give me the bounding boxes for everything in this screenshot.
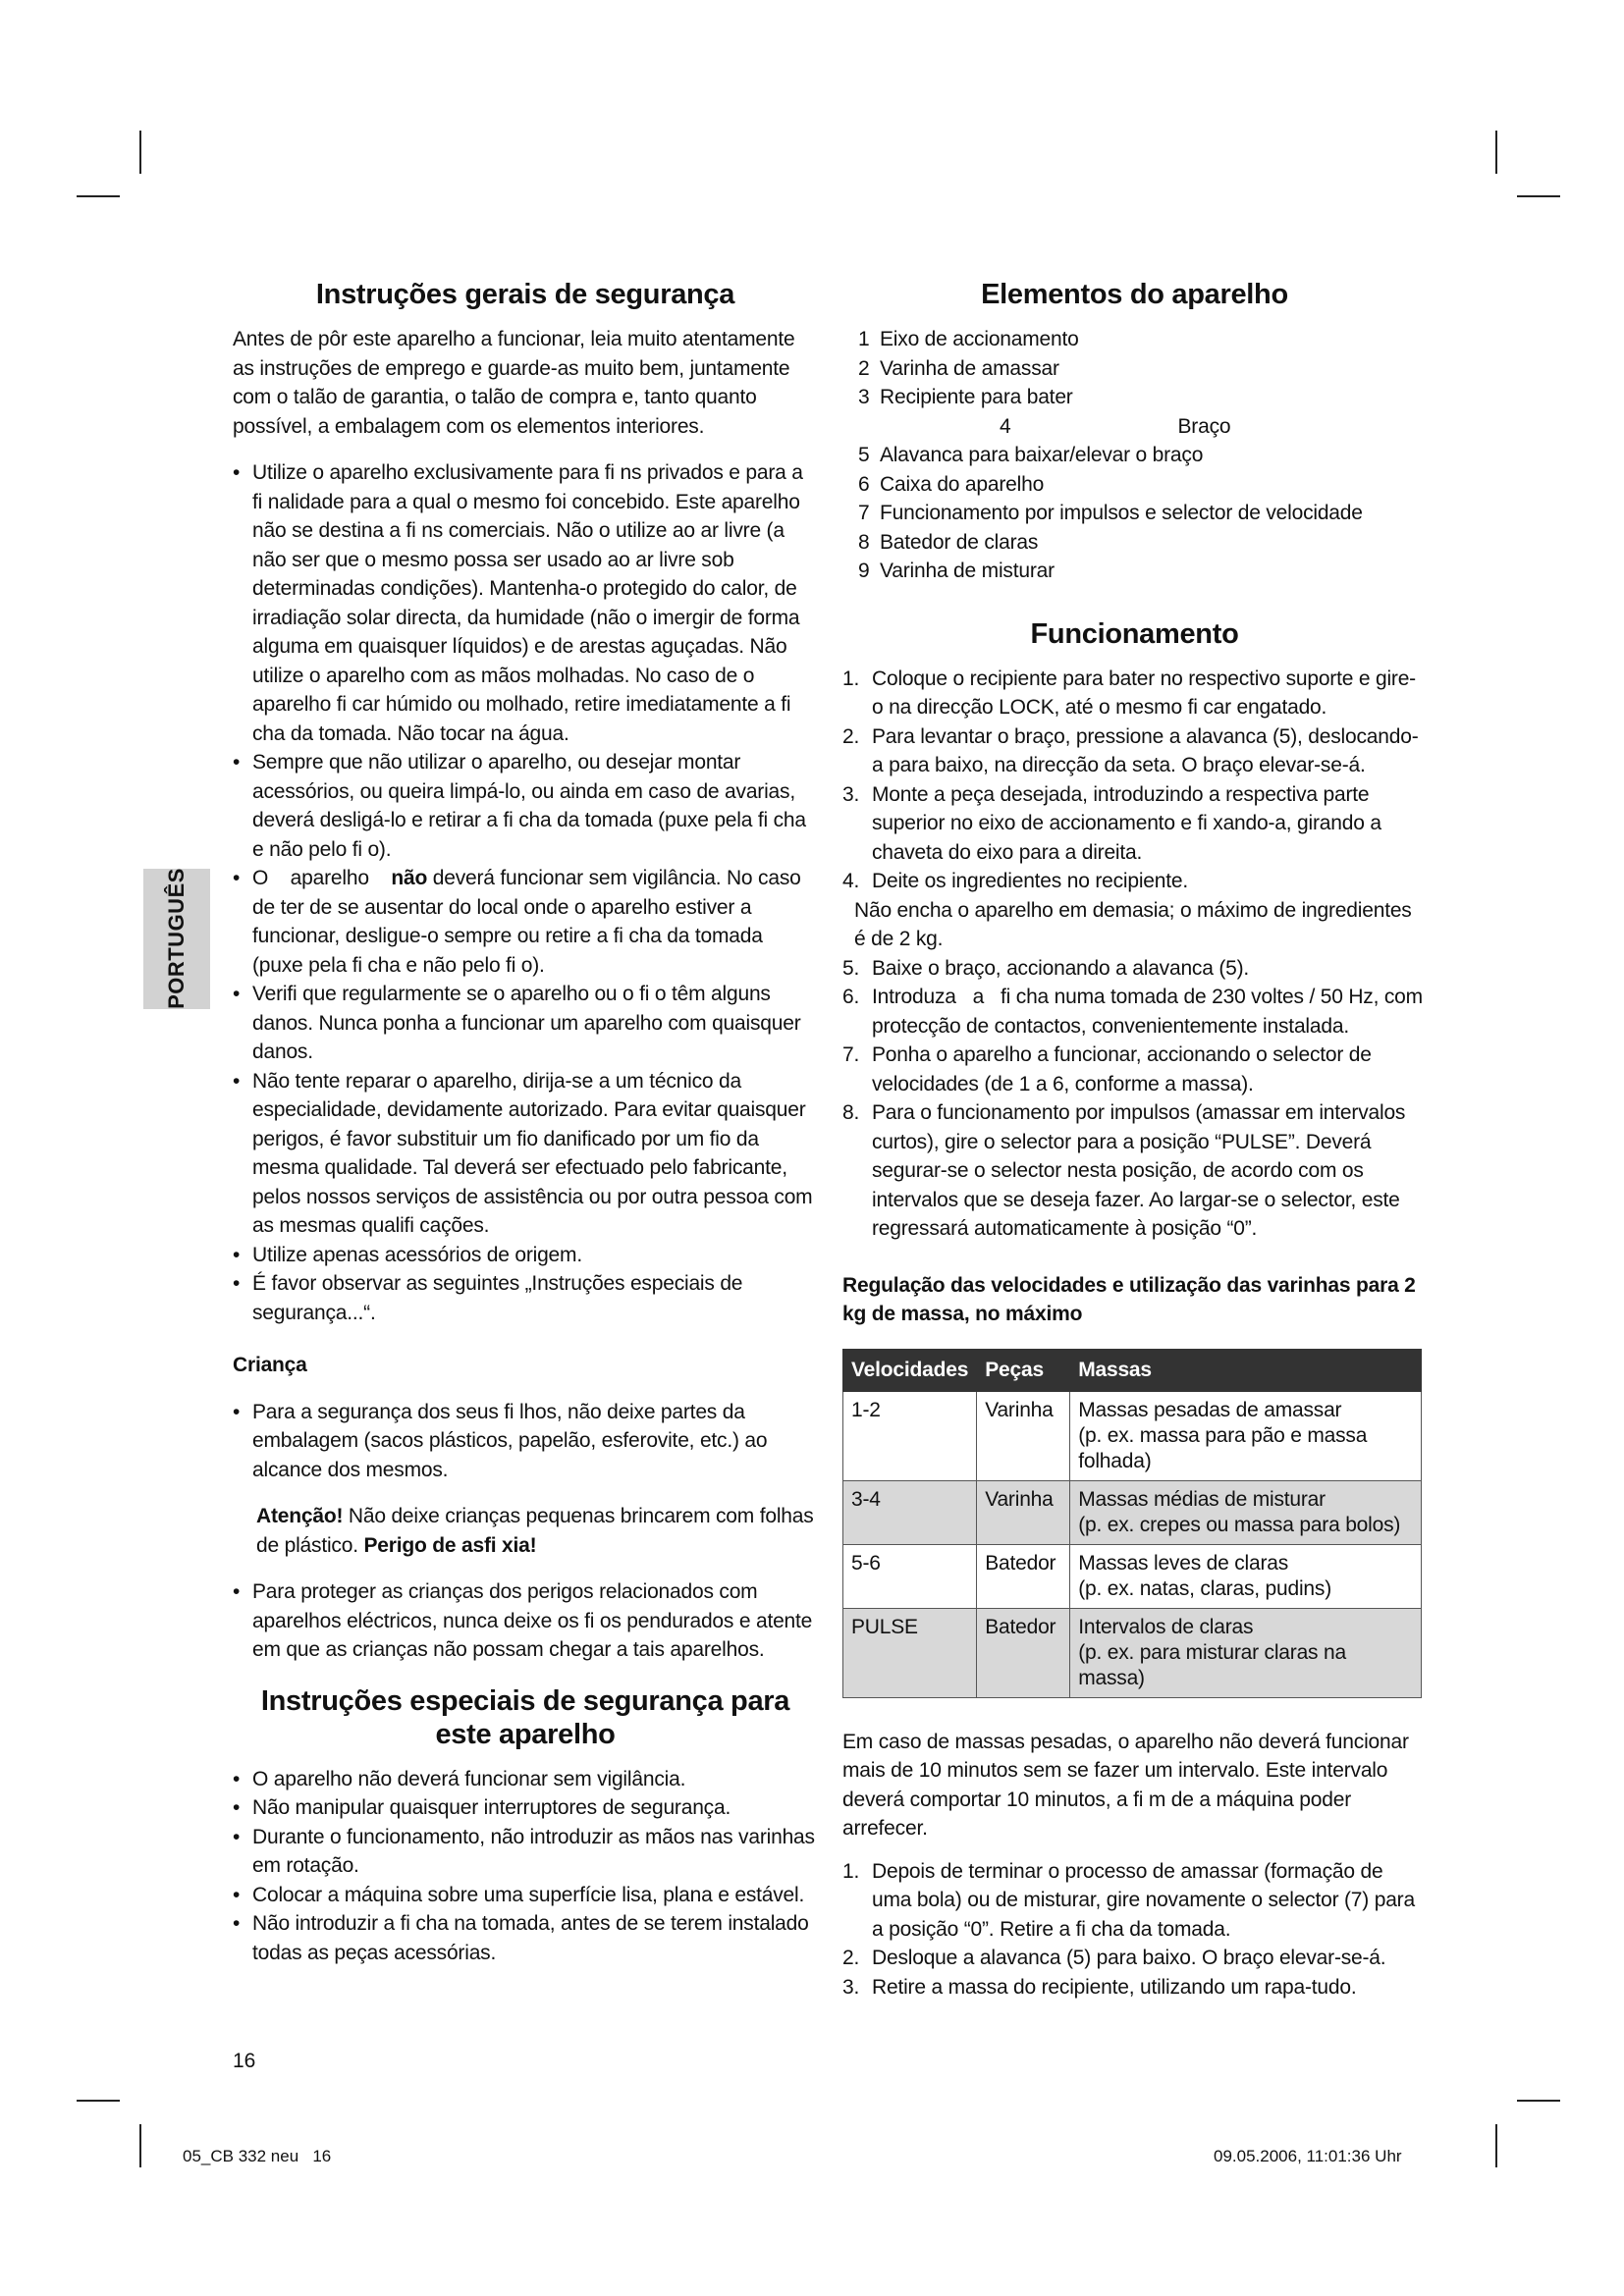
item-number: 3 (858, 386, 870, 408)
step-text: Para o funcionamento por impulsos (amassar em intervalos curtos), gire o selector para a posição “PULSE”. Deverá segurar-se o selector nesta posição, de acordo com os intervalos que se deseja fazer. Ao largar-se o selector, este regressará automaticamente à posição “0”. (872, 1101, 1406, 1240)
cell-line: (p. ex. massa para pão e massa folhada) (1078, 1423, 1368, 1472)
list-item-emphasis: não (391, 867, 428, 889)
list-item: • Sempre que não utilizar o aparelho, ou desejar montar acessórios, ou queira limpá-lo, ou ainda em caso de avarias, deverá desligá-lo e retirar a fi cha da tomada (puxe pela fi cha e não pelo fi o). (233, 748, 818, 864)
list-item: • Verifi que regularmente se o aparelho ou o fi o têm alguns danos. Nunca ponha a funcionar um aparelho com quaisquer danos. (233, 980, 818, 1067)
crop-mark (77, 195, 120, 197)
list-item-text: O aparelho (252, 867, 392, 889)
list-item (858, 441, 1427, 470)
table-cell (1070, 1544, 1422, 1608)
right-column (842, 278, 1427, 2002)
general-safety-title: Instruções gerais de segurança (315, 279, 735, 310)
step-text: Desloque a alavanca (5) para baixo. O braço elevar-se-á. (872, 1947, 1386, 1969)
step-number: 1. (842, 667, 860, 690)
table-row (843, 1608, 1422, 1697)
final-steps (842, 1857, 1427, 2002)
item-text: Braço (1177, 414, 1231, 438)
list-item: • Durante o funcionamento, não introduzir as mãos nas varinhas em rotação. (233, 1823, 818, 1881)
list-item (842, 1098, 1427, 1244)
step-number: 7. (842, 1043, 860, 1066)
list-item: • Para proteger as crianças dos perigos relacionados com aparelhos eléctricos, nunca deixe os fi os pendurados e atente em que as crianças não possam chegar a tais aparelhos. (233, 1577, 818, 1665)
table-row (843, 1391, 1422, 1480)
step-number: 8. (842, 1101, 860, 1124)
list-item (858, 557, 1427, 586)
cell-line: Massas médias de misturar (1078, 1487, 1326, 1511)
safety-list (233, 458, 818, 1327)
table-cell: 3-4 (843, 1480, 977, 1544)
list-item (842, 665, 1427, 722)
step-text: Coloque o recipiente para bater no respectivo suporte e gire-o na direcção LOCK, até o mesmo fi car engatado. (872, 667, 1416, 719)
step-number: 1. (842, 1859, 860, 1883)
elements-title: Elementos do aparelho (981, 279, 1288, 310)
cell-line: (p. ex. natas, claras, pudins) (1078, 1576, 1331, 1600)
column-header: Peças (977, 1349, 1070, 1391)
table-row (843, 1480, 1422, 1544)
item-text: Batedor de claras (880, 530, 1039, 554)
crop-mark (139, 131, 141, 174)
attention-text: Não deixe crianças pequenas brincarem com folhas de plástico. (256, 1505, 814, 1557)
item-number: 4 (1000, 414, 1011, 438)
child-list-2 (233, 1577, 818, 1665)
item-number: 2 (858, 356, 870, 380)
table-row (843, 1544, 1422, 1608)
list-item (842, 1973, 1427, 2002)
list-item (842, 983, 1427, 1041)
list-item (842, 1041, 1427, 1098)
operation-steps-2 (842, 954, 1427, 1244)
child-list (233, 1398, 818, 1485)
item-text: Funcionamento por impulsos e selector de velocidade (880, 502, 1363, 524)
print-footer-right: 09.05.2006, 11:01:36 Uhr (1214, 2147, 1402, 2165)
step-number: 2. (842, 724, 860, 748)
intro-paragraph: Antes de pôr este aparelho a funcionar, leia muito atentamente as instruções de emprego e guarde-as muito bem, juntamente com o talão de garantia, o talão de compra e, tanto quanto possível, a embalagem com os elementos interiores. (233, 328, 795, 438)
step-note: Não encha o aparelho em demasia; o máximo de ingredientes é de 2 kg. (854, 898, 1412, 950)
item-text: Eixo de accionamento (880, 328, 1079, 350)
elements-list (842, 325, 1427, 586)
item-text: Recipiente para bater (880, 386, 1073, 408)
cell-line: (p. ex. para misturar claras na massa) (1078, 1640, 1346, 1689)
step-text: Para levantar o braço, pressione a alavanca (5), deslocando-a para baixo, na direcção da seta. O braço elevar-se-á. (872, 724, 1419, 776)
item-text: Varinha de amassar (880, 356, 1059, 380)
crop-mark (139, 2124, 141, 2167)
table-cell (1070, 1608, 1422, 1697)
left-column (233, 278, 818, 1967)
step-text: Depois de terminar o processo de amassar (formação de uma bola) ou de misturar, gire novamente o selector (7) para a posição “0”. Retire a fi cha da tomada. (872, 1859, 1415, 1941)
operation-title: Funcionamento (1030, 617, 1239, 650)
table-cell: 5-6 (843, 1544, 977, 1608)
crop-mark (1517, 2100, 1560, 2102)
after-table-paragraph: Em caso de massas pesadas, o aparelho não deverá funcionar mais de 10 minutos sem se fazer um intervalo. Este intervalo deverá comportar 10 minutos, a fi m de a máquina poder arrefecer. (842, 1730, 1409, 1840)
item-number: 9 (858, 560, 870, 582)
step-number: 4. (842, 870, 860, 892)
speed-table-heading: Regulação das velocidades e utilização das varinhas para 2 kg de massa, no máximo (842, 1273, 1416, 1325)
special-safety-title: Instruções especiais de segurança para este aparelho (260, 1684, 790, 1750)
table-cell (1070, 1480, 1422, 1544)
step-text: Monte a peça desejada, introduzindo a respectiva parte superior no eixo de accionamento e fi xando-a, girando a chaveta do eixo para a direita. (872, 782, 1381, 864)
cell-line: Massas pesadas de amassar (1078, 1398, 1342, 1421)
list-item (858, 325, 1427, 354)
table-cell (1070, 1391, 1422, 1480)
print-footer-left: 05_CB 332 neu 16 (183, 2147, 332, 2165)
list-item: • Para a segurança dos seus fi lhos, não deixe partes da embalagem (sacos plásticos, papelão, esferovite, etc.) ao alcance dos mesmos. (233, 1398, 818, 1485)
list-item (858, 528, 1427, 558)
step-text: Deite os ingredientes no recipiente. (872, 870, 1189, 892)
crop-mark (1495, 2124, 1497, 2167)
crop-mark (77, 2100, 120, 2102)
list-item (858, 412, 1427, 442)
table-cell: Varinha (977, 1480, 1070, 1544)
list-item (858, 470, 1427, 500)
step-text: Retire a massa do recipiente, utilizando um rapa-tudo. (872, 1975, 1357, 1999)
attention-label: Atenção! (256, 1505, 344, 1527)
item-text: Alavanca para baixar/elevar o braço (880, 444, 1204, 466)
page-number: 16 (233, 2050, 256, 2072)
table-cell: Batedor (977, 1608, 1070, 1697)
operation-steps (842, 665, 1427, 896)
list-item (858, 499, 1427, 528)
list-item: • Não manipular quaisquer interruptores de segurança. (233, 1793, 818, 1823)
list-item (842, 1857, 1427, 1945)
list-item-text: deverá funcionar sem vigilância. No caso de ter de se ausentar do local onde o aparelho estiver a funcionar, desligue-o sempre ou retire a fi cha da tomada (puxe pela fi cha e não pelo fi o). (252, 867, 801, 977)
item-number: 5 (858, 444, 870, 466)
cell-line: Massas leves de claras (1078, 1551, 1289, 1575)
language-tab-label: PORTUGUÊS (164, 868, 189, 1009)
item-number: 6 (858, 472, 870, 496)
step-number: 5. (842, 956, 860, 980)
list-item: • Utilize apenas acessórios de origem. (233, 1241, 818, 1270)
cell-line: Intervalos de claras (1078, 1615, 1254, 1638)
item-number: 1 (858, 328, 870, 350)
list-item: • É favor observar as seguintes „Instruções especiais de segurança...“. (233, 1269, 818, 1327)
table-cell: Varinha (977, 1391, 1070, 1480)
attention-danger: Perigo de asfi xia! (363, 1533, 537, 1557)
table-cell: Batedor (977, 1544, 1070, 1608)
list-item (842, 867, 1427, 896)
item-number: 8 (858, 530, 870, 554)
attention-note (256, 1502, 818, 1560)
item-number: 7 (858, 502, 870, 524)
list-item (842, 722, 1427, 780)
table-cell: 1-2 (843, 1391, 977, 1480)
language-tab (143, 869, 210, 1009)
list-item (842, 954, 1427, 984)
cell-line: (p. ex. crepes ou massa para bolos) (1078, 1513, 1401, 1536)
step-text: Baixe o braço, accionando a alavanca (5). (872, 956, 1250, 980)
column-header: Velocidades (843, 1349, 977, 1391)
speed-table (842, 1349, 1422, 1698)
table-cell: PULSE (843, 1608, 977, 1697)
list-item (858, 383, 1427, 412)
list-item: • Não introduzir a fi cha na tomada, antes de se terem instalado todas as peças acessórias. (233, 1909, 818, 1967)
list-item: • Não tente reparar o aparelho, dirija-se a um técnico da especialidade, devidamente autorizado. Para evitar quaisquer perigos, é favor substituir um fio danificado por um fio da mesma qualidade. Tal deverá ser efectuado pelo fabricante, pelos nossos serviços de assistência ou por outra pessoa com as mesmas qualifi cações. (233, 1067, 818, 1241)
step-text: Introduza a fi cha numa tomada de 230 voltes / 50 Hz, com protecção de contactos, convenientemente instalada. (872, 986, 1429, 1038)
child-heading: Criança (233, 1354, 307, 1376)
step-number: 2. (842, 1947, 860, 1969)
list-item (842, 1944, 1427, 1973)
crop-mark (1495, 131, 1497, 174)
step-number: 6. (842, 986, 860, 1008)
table-header-row (843, 1349, 1422, 1391)
step-number: 3. (842, 782, 860, 806)
list-item: • Colocar a máquina sobre uma superfície lisa, plana e estável. (233, 1881, 818, 1910)
list-item (233, 864, 818, 980)
list-item (842, 780, 1427, 868)
item-text: Varinha de misturar (880, 560, 1055, 582)
special-safety-list (233, 1765, 818, 1968)
column-header: Massas (1070, 1349, 1422, 1391)
crop-mark (1517, 195, 1560, 197)
step-text: Ponha o aparelho a funcionar, accionando o selector de velocidades (de 1 a 6, conforme a massa). (872, 1043, 1372, 1095)
list-item: • O aparelho não deverá funcionar sem vigilância. (233, 1765, 818, 1794)
list-item (858, 354, 1427, 384)
step-number: 3. (842, 1975, 860, 1999)
list-item: • Utilize o aparelho exclusivamente para fi ns privados e para a fi nalidade para a qual o mesmo foi concebido. Este aparelho não se destina a fi ns comerciais. Não o utilize ao ar livre (a não ser que o mesmo possa ser usado ao ar livre sob determinadas condições). Mantenha-o protegido do calor, de irradiação solar directa, da humidade (não o imergir de forma alguma em quaisquer líquidos) e de arestas aguçadas. Não utilize o aparelho com as mãos molhadas. No caso de o aparelho fi car húmido ou molhado, retire imediatamente a fi cha da tomada. Não tocar na água. (233, 458, 818, 748)
item-text: Caixa do aparelho (880, 472, 1045, 496)
